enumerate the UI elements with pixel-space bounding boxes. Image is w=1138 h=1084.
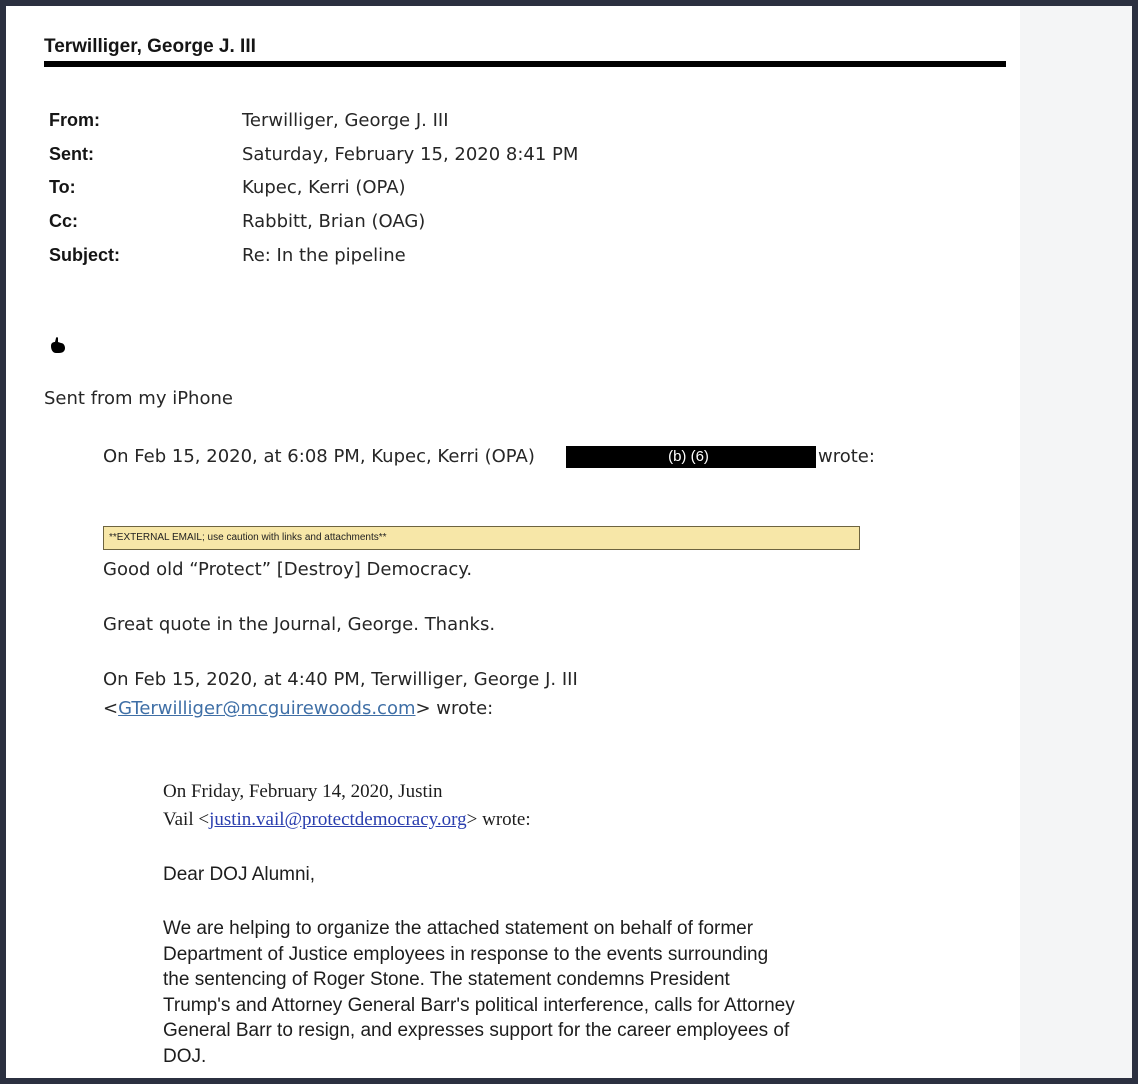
pointing-hand-icon [48,336,68,356]
to-label: To: [49,177,76,197]
email-printout-page [6,6,1132,1078]
message-line-1: Good old “Protect” [Destroy] Democracy. [103,559,473,580]
quote-intro-terwilliger-email-line [103,698,493,719]
quote-intro-kupec: On Feb 15, 2020, at 6:08 PM, Kupec, Kerri (OPA) [103,446,535,467]
vail-prefix: Vail < [163,809,210,830]
signature-line: Sent from my iPhone [44,388,233,409]
greeting: Dear DOJ Alumni, [163,864,316,885]
paragraph-line: General Barr to resign, and expresses support for the career employees of [163,1020,790,1041]
subject-label: Subject: [49,245,121,265]
cc-value: Rabbitt, Brian (OAG) [242,211,426,232]
message-line-2: Great quote in the Journal, George. Thanks. [103,614,496,635]
statement-paragraph [163,916,923,1069]
to-value: Kupec, Kerri (OPA) [242,177,406,198]
subject-value: Re: In the pipeline [242,245,406,266]
wrote-suffix: > wrote: [415,698,494,719]
redaction-label: (b) (6) [668,448,709,465]
title-divider [44,61,1006,67]
sent-label: Sent: [49,144,94,164]
from-label: From: [49,110,100,130]
vail-email-link[interactable]: justin.vail@protectdemocracy.org [209,809,467,830]
quote-intro-vail-line1: On Friday, February 14, 2020, Justin [163,781,443,802]
quote-intro-wrote: wrote: [818,446,875,467]
sent-value: Saturday, February 15, 2020 8:41 PM [242,144,579,165]
quote-intro-vail-line2 [163,809,531,831]
external-email-banner: **EXTERNAL EMAIL; use caution with links and attachments** [103,526,860,550]
paragraph-line: DOJ. [163,1045,207,1067]
quote-intro-terwilliger: On Feb 15, 2020, at 4:40 PM, Terwilliger, George J. III [103,669,578,690]
paragraph-line: the sentencing of Roger Stone. The statement condemns President [163,969,730,990]
vail-wrote-suffix: > wrote: [466,809,531,830]
paragraph-line: We are helping to organize the attached statement on behalf of former [163,918,754,939]
from-value: Terwilliger, George J. III [242,110,449,131]
cc-label: Cc: [49,211,79,231]
paragraph-line: Department of Justice employees in response to the events surrounding [163,943,769,965]
lt-bracket: < [103,698,119,719]
terwilliger-email-link[interactable]: GTerwilliger@mcguirewoods.com [118,698,416,719]
document-title: Terwilliger, George J. III [44,36,256,57]
paragraph-line: Trump's and Attorney General Barr's political interference, calls for Attorney [163,994,795,1016]
redaction-box [566,446,816,468]
